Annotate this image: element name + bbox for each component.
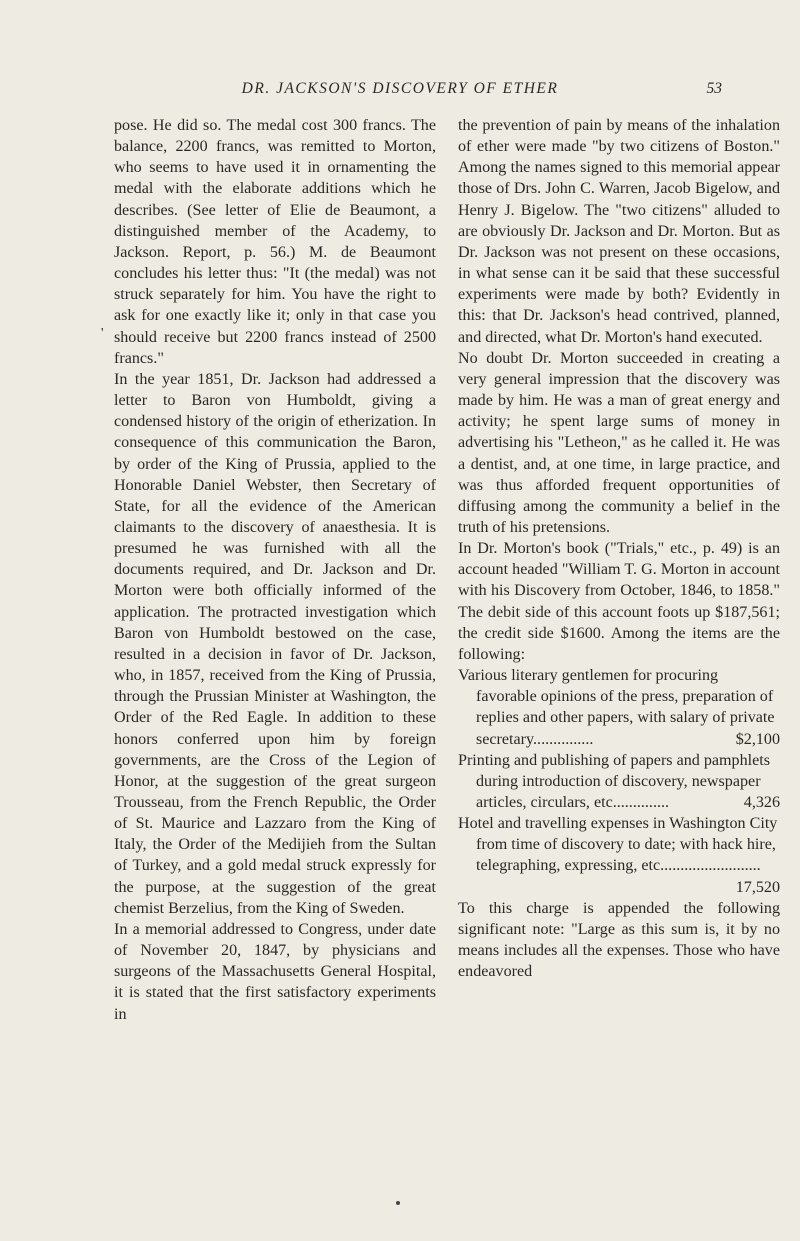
left-column <box>114 115 436 1025</box>
ledger-item: Various literary gentlemen for procuring favorable opinions of the press, preparation of replies and other papers, with salary of private secretary............... $2,100 <box>458 665 780 750</box>
margin-tick: ' <box>101 326 104 341</box>
right-paragraph-1: the prevention of pain by means of the inhalation of ether were made "by two citizens of Boston." Among the names signed to this memorial appear those of Drs. John C. Warren, Jacob Bigelow, and Henry J. Bigelow. The "two citizens" alluded to are obviously Dr. Jackson and Dr. Morton. But as Dr. Jackson was not present on these occasions, in what sense can it be said that these successful experiments were made by both? Evidently in this: that Dr. Jackson's head contrived, planned, and directed, what Dr. Morton's hand executed. <box>458 117 780 346</box>
right-paragraph-2: No doubt Dr. Morton succeeded in creating a very general impression that the discovery was made by him. He was a man of great energy and activity; he spent large sums of money in advertising his "Letheon," as he called it. He was a dentist, and, at one time, in large practice, and was thus afforded frequent opportunities of diffusing among the community a belief in the truth of his pretensions. <box>458 349 780 536</box>
right-column <box>458 115 780 982</box>
ledger-item: Printing and publishing of papers and pamphlets during introduction of discovery, newspaper articles, circulars, etc.............. 4,326 <box>458 750 780 813</box>
page-number: 53 <box>706 80 722 97</box>
right-paragraph-closing: To this charge is appended the following significant note: "Large as this sum is, it by no means includes all the expenses. Those who have endeavored <box>458 899 780 981</box>
running-head <box>0 74 800 102</box>
left-paragraph-2: In the year 1851, Dr. Jackson had addressed a letter to Baron von Humboldt, giving a condensed history of the origin of etherization. In consequence of this communication the Baron, by order of the King of Prussia, applied to the Honorable Daniel Webster, then Secretary of State, for all the evidence of the American claimants to the discovery of anaesthesia. It is presumed he was furnished with all the documents required, and Dr. Jackson and Dr. Morton were both officially informed of the application. The protracted investigation which Baron von Humboldt bestowed on the case, resulted in a decision in favor of Dr. Jackson, who, in 1857, received from the King of Prussia, through the Prussian Minister at Washington, the Order of the Red Eagle. In addition to these honors conferred upon him by foreign governments, are the Cross of the Legion of Honor, at the suggestion of the great surgeon Trousseau, from the French Republic, the Order of St. Maurice and Lazzaro from the King of Italy, the Order of the Medijieh from the Sultan of Turkey, and a gold medal struck expressly for the purpose, at the suggestion of the great chemist Berzelius, from the King of Sweden. <box>114 370 436 917</box>
left-paragraph-1: pose. He did so. The medal cost 300 francs. The balance, 2200 francs, was remitted to Morton, who seems to have used it in ornamenting the medal with the elaborate additions which he describes. (See letter of Elie de Beaumont, a distinguished member of the Academy, to Jackson. Report, p. 56.) M. de Beaumont concludes his letter thus: "It (the medal) was not struck separately for him. You have the right to ask for one exactly like it; only in that case you should receive but 2200 francs instead of 2500 francs." <box>114 117 436 367</box>
ledger-item: Hotel and travelling expenses in Washington City from time of discovery to date; with hack hire, telegraphing, expressing, etc......................... 17,520 <box>458 813 780 898</box>
running-head-title: DR. JACKSON'S DISCOVERY OF ETHER <box>241 80 559 97</box>
right-paragraph-3: In Dr. Morton's book ("Trials," etc., p. 49) is an account headed "William T. G. Morton in account with his Discovery from October, 1846, to 1858." The debit side of this account foots up $187,561; the credit side $1600. Among the items are the following: <box>458 540 780 663</box>
left-paragraph-3: In a memorial addressed to Congress, under date of November 20, 1847, by physicians and surgeons of the Massachusetts General Hospital, it is stated that the first satisfactory experiments in <box>114 920 436 1023</box>
ledger-amount: 4,326 <box>743 794 780 811</box>
expense-ledger <box>458 665 780 898</box>
ledger-amount: 17,520 <box>735 878 780 896</box>
ledger-amount: $2,100 <box>735 730 780 748</box>
print-speck <box>396 1201 400 1205</box>
